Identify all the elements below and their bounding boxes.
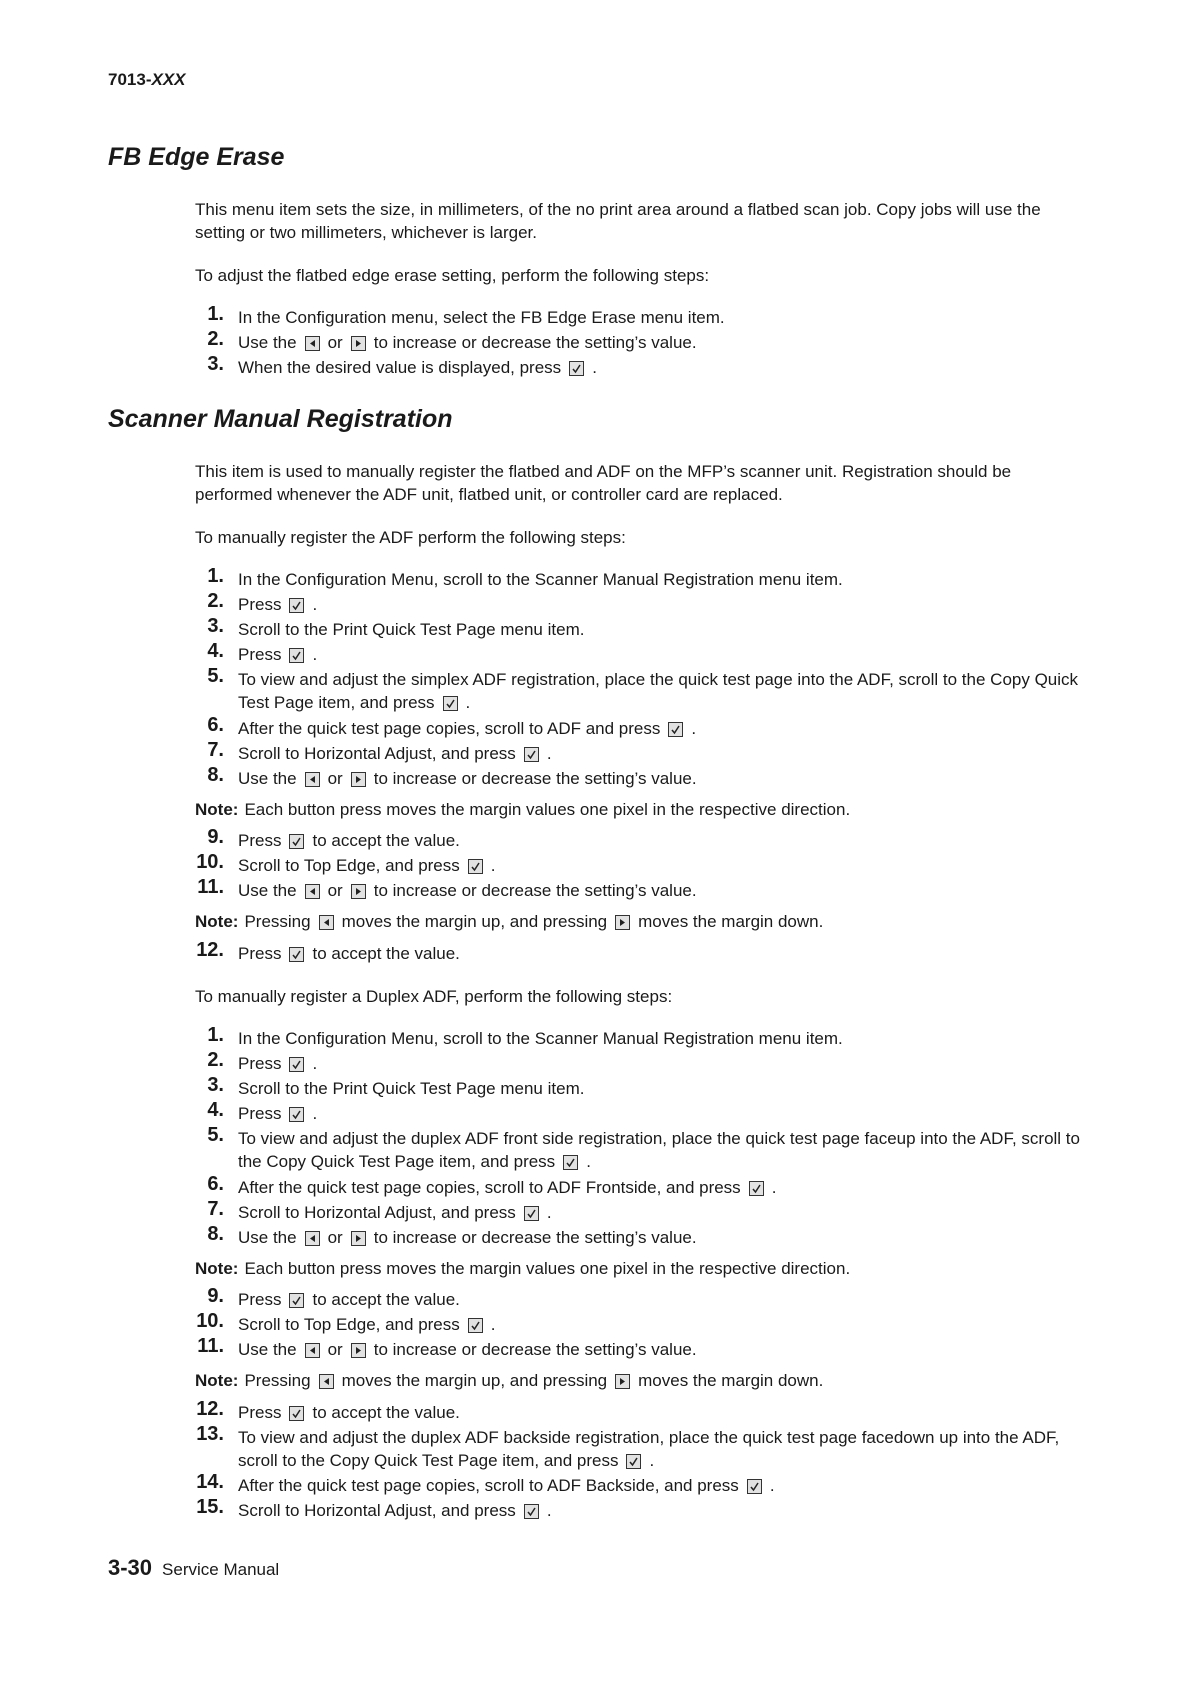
select-check-icon [749, 1181, 764, 1196]
left-arrow-icon [305, 884, 320, 899]
select-check-icon [668, 722, 683, 737]
right-arrow-icon [615, 915, 630, 930]
model-prefix: 7013- [108, 70, 152, 89]
page-header [108, 70, 186, 90]
note: Note: Each button press moves the margin values one pixel in the respective direction. [195, 1259, 851, 1278]
note: Note: Pressing moves the margin up, and pressing moves the margin down. [195, 912, 824, 931]
right-arrow-icon [615, 1374, 630, 1389]
paragraph: To adjust the flatbed edge erase setting, perform the following steps: [195, 266, 710, 285]
section-title-fb-edge-erase: FB Edge Erase [108, 143, 285, 171]
note: Note: Each button press moves the margin values one pixel in the respective direction. [195, 800, 851, 819]
select-check-icon [289, 834, 304, 849]
select-check-icon [563, 1155, 578, 1170]
right-arrow-icon [351, 772, 366, 787]
select-check-icon [524, 747, 539, 762]
page-footer [108, 1555, 279, 1581]
page-number: 3-30 [108, 1555, 153, 1580]
select-check-icon [626, 1454, 641, 1469]
select-check-icon [289, 1406, 304, 1421]
paragraph: To manually register a Duplex ADF, perform the following steps: [195, 987, 673, 1006]
manual-title: Service Manual [162, 1560, 280, 1579]
right-arrow-icon [351, 336, 366, 351]
select-check-icon [289, 1057, 304, 1072]
left-arrow-icon [305, 1231, 320, 1246]
select-check-icon [524, 1504, 539, 1519]
right-arrow-icon [351, 1231, 366, 1246]
paragraph: This item is used to manually register the flatbed and ADF on the MFP’s scanner unit. Registration should be performed whenever the ADF unit, flatbed unit, or controller card are replaced. [195, 462, 1012, 504]
model-suffix: XXX [151, 70, 186, 89]
select-check-icon [468, 859, 483, 874]
select-check-icon [289, 648, 304, 663]
select-check-icon [524, 1206, 539, 1221]
left-arrow-icon [319, 1374, 334, 1389]
paragraph: To manually register the ADF perform the following steps: [195, 528, 626, 547]
left-arrow-icon [305, 1343, 320, 1358]
select-check-icon [747, 1479, 762, 1494]
select-check-icon [569, 361, 584, 376]
paragraph: This menu item sets the size, in millimeters, of the no print area around a flatbed scan job. Copy jobs will use the setting or two millimeters, whichever is larger. [195, 200, 1041, 242]
section-title-scanner-manual-registration: Scanner Manual Registration [108, 405, 453, 433]
select-check-icon [289, 1293, 304, 1308]
left-arrow-icon [305, 772, 320, 787]
right-arrow-icon [351, 1343, 366, 1358]
left-arrow-icon [319, 915, 334, 930]
select-check-icon [468, 1318, 483, 1333]
select-check-icon [443, 696, 458, 711]
right-arrow-icon [351, 884, 366, 899]
left-arrow-icon [305, 336, 320, 351]
select-check-icon [289, 947, 304, 962]
select-check-icon [289, 598, 304, 613]
select-check-icon [289, 1107, 304, 1122]
note: Note: Pressing moves the margin up, and pressing moves the margin down. [195, 1371, 824, 1390]
